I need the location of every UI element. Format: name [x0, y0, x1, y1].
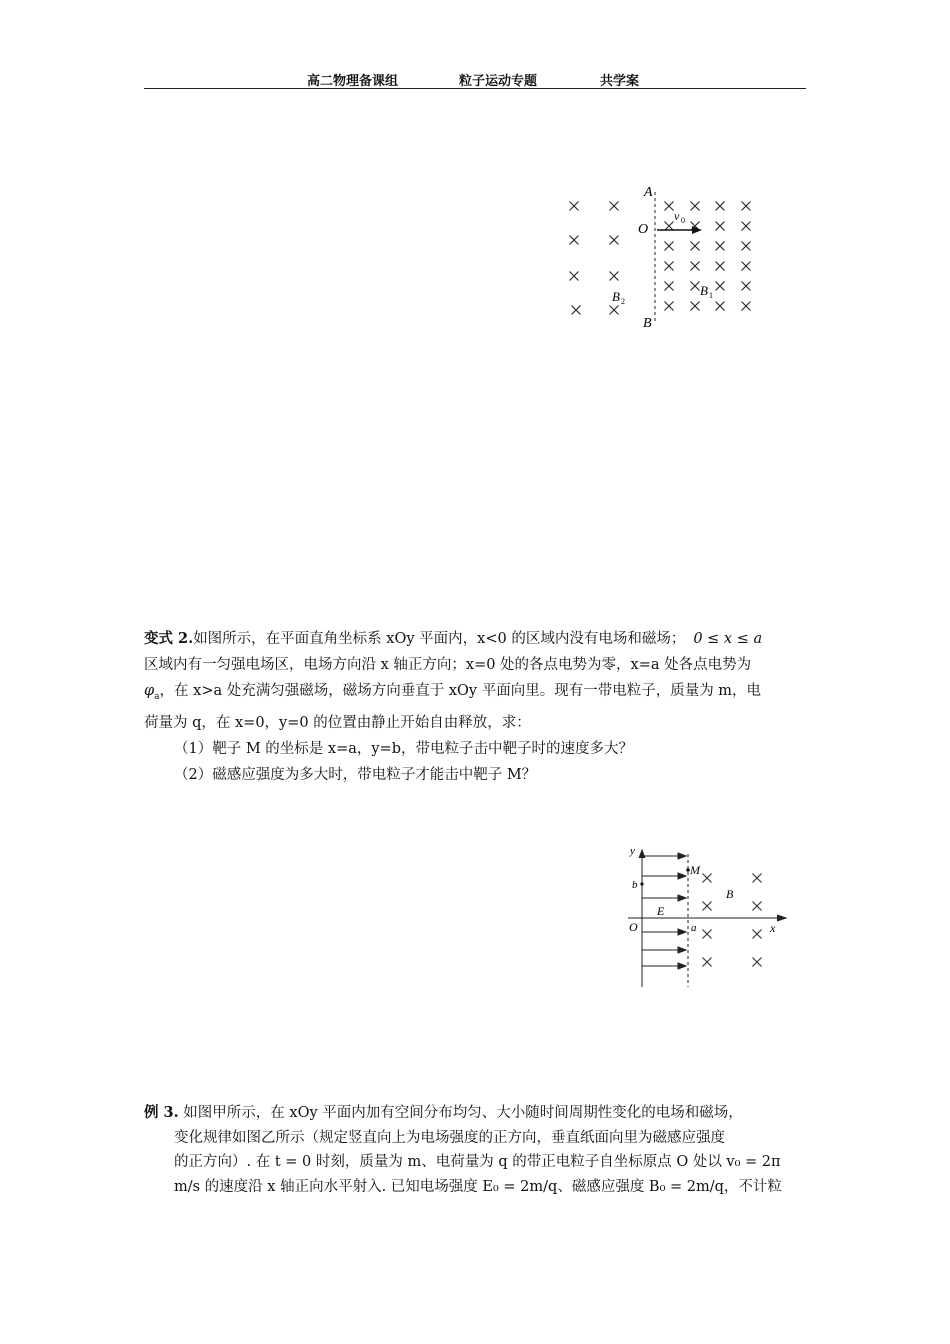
field-cross-mark [570, 272, 579, 281]
field-cross-mark [716, 262, 725, 271]
field-cross-mark [665, 222, 674, 231]
field-cross-mark [703, 902, 712, 911]
label-E: E [657, 904, 665, 918]
label-B1-sub: 1 [709, 291, 713, 300]
variant2-line3: $\varphi_a$，在 x>a 处充满匀强磁场，磁场方向垂直于 xOy 平面向里。现有一带电粒子，质量为 m，电 [144, 683, 762, 702]
field-cross-mark [716, 202, 725, 211]
field-cross-mark [691, 302, 700, 311]
field-cross-mark [753, 958, 762, 967]
label-O: O [629, 920, 638, 934]
field-arrow-head [678, 873, 686, 879]
field-cross-mark [753, 902, 762, 911]
field-cross-mark [610, 272, 619, 281]
label-A: A [644, 185, 653, 200]
field-cross-mark [610, 236, 619, 245]
field-cross-mark [742, 282, 751, 291]
variant2-line2: 区域内有一匀强电场区，电场方向沿 x 轴正方向；x=0 处的各点电势为零，x=a 处各点电势为 [144, 657, 752, 673]
target-point-M [686, 868, 690, 872]
field-cross-mark [703, 958, 712, 967]
field-arrow-head [678, 929, 686, 935]
example3-line2: 变化规律如图乙所示（规定竖直向上为电场强度的正方向，垂直纸面向里为磁感应强度 [174, 1129, 725, 1146]
field-arrow-head [678, 963, 686, 969]
field-cross-mark [665, 242, 674, 251]
figure-target-diagram [620, 842, 800, 992]
field-cross-mark [570, 236, 579, 245]
label-B2-sub: 2 [621, 297, 625, 306]
label-M: M [690, 863, 700, 877]
example3-line1: 例 3. 如图甲所示，在 xOy 平面内加有空间分布均匀、大小随时间周期性变化的电场和磁场， [144, 1104, 743, 1121]
variant2-title: 变式 2. [144, 630, 194, 647]
label-b: b [632, 879, 638, 891]
field-cross-mark [570, 202, 579, 211]
field-cross-mark [742, 222, 751, 231]
phi-symbol: φ [144, 683, 155, 699]
variant2-problem [144, 626, 814, 788]
variant2-line1: 变式 2.如图所示，在平面直角坐标系 xOy 平面内，x<0 的区域内没有电场和磁场； 0 ≤ x ≤ a [144, 630, 763, 647]
label-y: y [630, 845, 635, 857]
field-cross-mark [742, 242, 751, 251]
header-kind: 共学案 [600, 74, 640, 89]
field-cross-mark [716, 222, 725, 231]
field-cross-mark [691, 282, 700, 291]
label-B: B [726, 887, 734, 901]
page-header [144, 70, 806, 89]
label-B1: B [700, 283, 708, 298]
variant2-question-2: （2）磁感应强度为多大时，带电粒子才能击中靶子 M？ [174, 766, 537, 783]
field-cross-mark [665, 282, 674, 291]
field-cross-mark [572, 306, 581, 315]
label-B2: B [612, 289, 620, 304]
field-cross-mark [691, 202, 700, 211]
variant2-question-1: （1）靶子 M 的坐标是 x=a，y=b，带电粒子击中靶子时的速度多大？ [174, 740, 633, 757]
example3-problem [144, 1101, 824, 1199]
field-cross-mark [716, 282, 725, 291]
field-cross-mark [691, 262, 700, 271]
field-cross-mark [703, 930, 712, 939]
field-cross-mark [691, 242, 700, 251]
field-cross-mark [753, 930, 762, 939]
field-cross-mark [665, 202, 674, 211]
example3-title: 例 3. [144, 1104, 179, 1121]
field-cross-mark [610, 202, 619, 211]
phi-sub: a [154, 691, 160, 702]
label-x: x [770, 921, 776, 935]
field-cross-mark [742, 262, 751, 271]
variant2-inequality: 0 ≤ x ≤ a [693, 631, 763, 647]
variant2-line4: 荷量为 q，在 x=0，y=0 的位置由静止开始自由释放，求： [144, 714, 531, 731]
field-cross-mark [610, 306, 619, 315]
field-cross-mark [716, 302, 725, 311]
field-cross-mark [753, 874, 762, 883]
field-arrow-head [678, 895, 686, 901]
field-cross-mark [742, 202, 751, 211]
field-cross-mark [716, 242, 725, 251]
field-arrow-head [678, 853, 686, 859]
header-topic: 粒子运动专题 [459, 74, 538, 89]
header-group: 高二物理备课组 [307, 74, 399, 89]
label-O: O [638, 222, 649, 237]
example3-line3: 的正方向）. 在 t = 0 时刻，质量为 m、电荷量为 q 的带正电粒子自坐标原点 O 处以 v₀ = 2π [174, 1154, 781, 1170]
example3-line4: m/s 的速度沿 x 轴正向水平射入. 已知电场强度 E₀ = 2m/q、磁感应强度 B₀ = 2m/q，不计粒 [174, 1178, 782, 1195]
label-v0: v [674, 209, 680, 223]
field-arrow-head [678, 947, 686, 953]
label-B-bottom: B [643, 316, 652, 331]
figure-magnetic-regions [560, 180, 770, 335]
label-v0-sub: 0 [681, 216, 685, 225]
point-b [640, 882, 643, 885]
field-cross-mark [742, 302, 751, 311]
field-cross-mark [703, 874, 712, 883]
field-cross-mark [665, 262, 674, 271]
label-a: a [691, 922, 697, 934]
field-cross-mark [665, 302, 674, 311]
